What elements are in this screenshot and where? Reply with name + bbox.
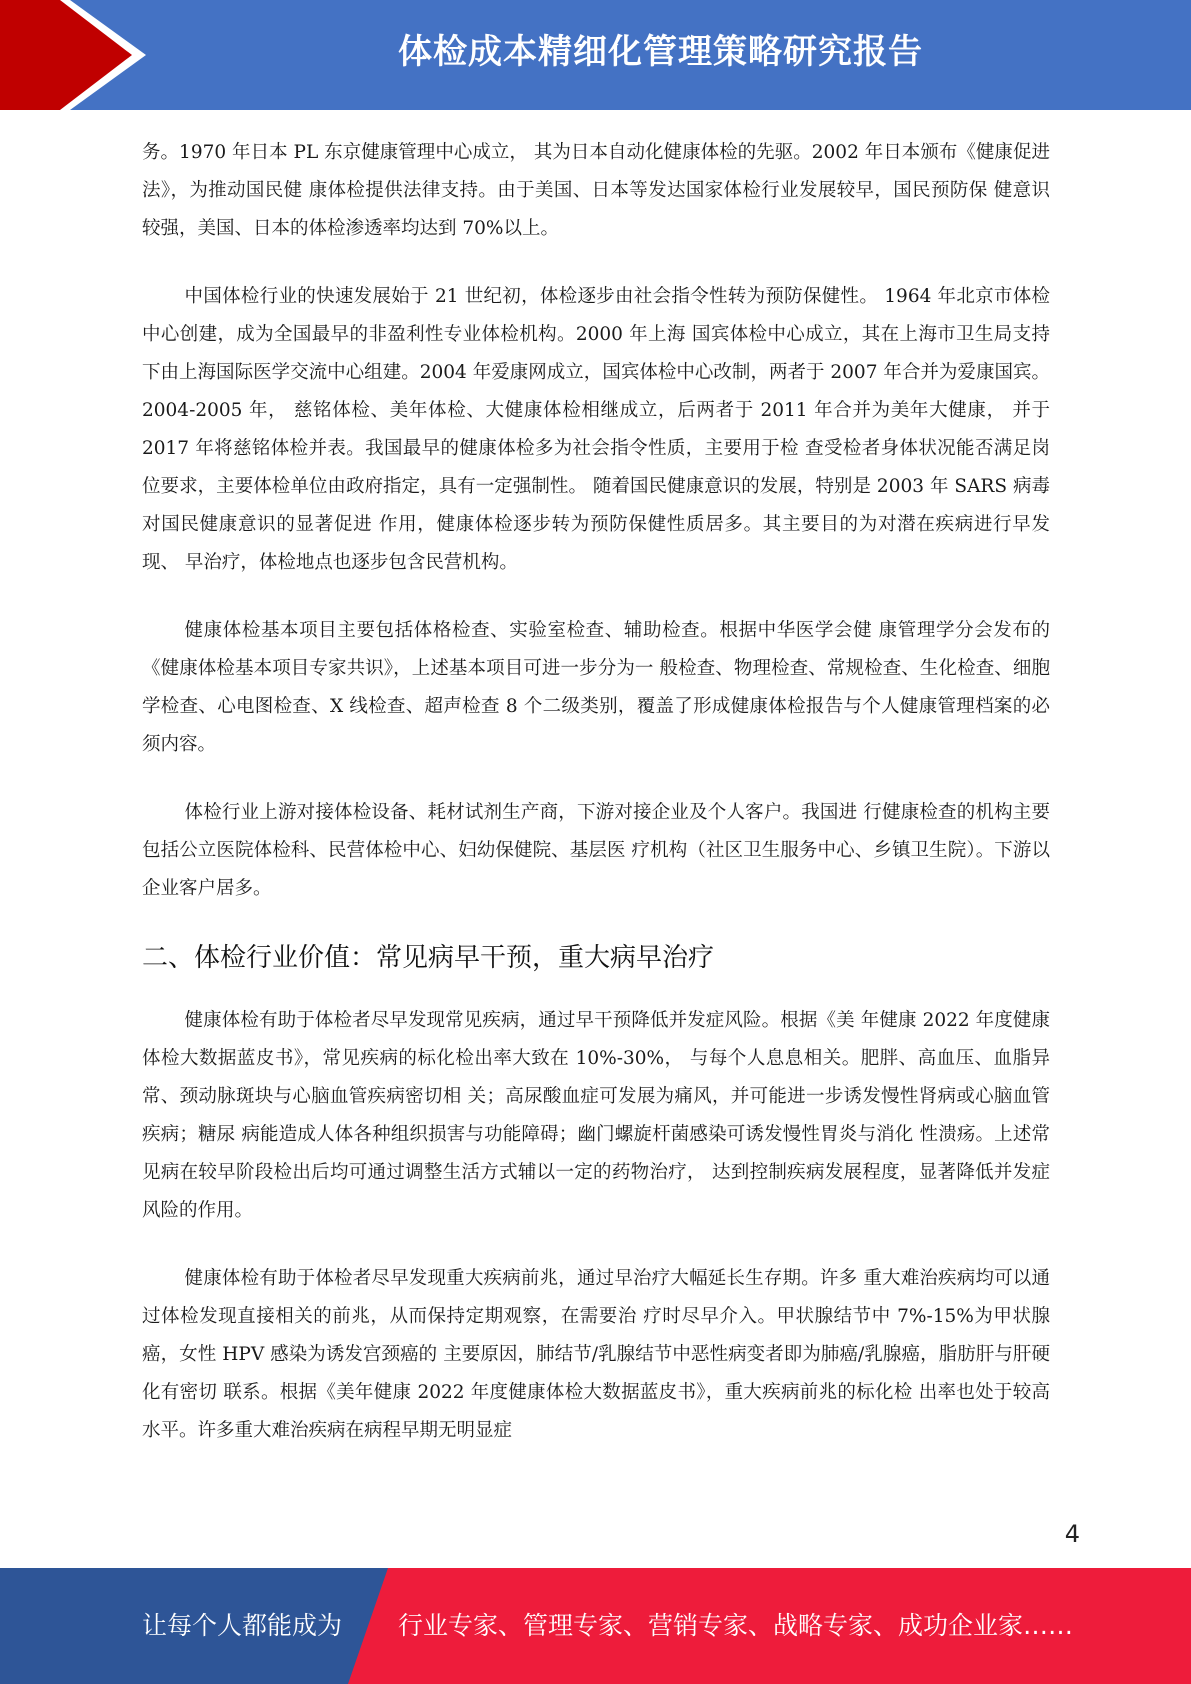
page-footer bbox=[0, 1568, 1191, 1684]
document-body bbox=[142, 134, 1050, 1480]
paragraph-common-disease: 健康体检有助于体检者尽早发现常见疾病，通过早干预降低并发症风险。根据《美 年健康 2022 年度健康体检大数据蓝皮书》，常见疾病的标化检出率大致在 10%-30%， 与每个人息息相关。肥胖、高血压、血脂异常、颈动脉斑块与心脑血管疾病密切相 关；高尿酸血症可发展为痛风，并可能进一步诱发慢性肾病或心脑血管疾病；糖尿 病能造成人体各种组织损害与功能障碍；幽门螺旋杆菌感染可诱发慢性胃炎与消化 性溃疡。上述常见病在较早阶段检出后均可通过调整生活方式辅以一定的药物治疗， 达到控制疾病发展程度，显著降低并发症风险的作用。 bbox=[142, 1010, 1050, 1221]
paragraph-major-disease: 健康体检有助于体检者尽早发现重大疾病前兆，通过早治疗大幅延长生存期。许多 重大难治疾病均可以通过体检发现直接相关的前兆，从而保持定期观察，在需要治 疗时尽早介入。甲状腺结节中 7%-15%为甲状腺癌，女性 HPV 感染为诱发宫颈癌的 主要原因，肺结节/乳腺结节中恶性病变者即为肺癌/乳腺癌，脂肪肝与肝硬化有密切 联系。根据《美年健康 2022 年度健康体检大数据蓝皮书》，重大疾病前兆的标化检 出率也处于较高水平。许多重大难治疾病在病程早期无明显症 bbox=[142, 1268, 1050, 1441]
footer-slogan-right: 行业专家、管理专家、营销专家、战略专家、成功企业家…… bbox=[398, 1611, 1074, 1640]
section-heading: 二、体检行业价值：常见病早干预，重大病早治疗 bbox=[142, 943, 715, 973]
footer-slogan-left: 让每个人都能成为 bbox=[142, 1611, 343, 1640]
page-number: 4 bbox=[1064, 1520, 1080, 1548]
paragraph-basic-items: 健康体检基本项目主要包括体格检查、实验室检查、辅助检查。根据中华医学会健 康管理学分会发布的《健康体检基本项目专家共识》，上述基本项目可进一步分为一 般检查、物理检查、常规检查、生化检查、细胞学检查、心电图检查、X 线检查、超声检查 8 个二级类别，覆盖了形成健康体检报告与个人健康管理档案的必须内容。 bbox=[142, 620, 1050, 755]
page-title: 体检成本精细化管理策略研究报告 bbox=[398, 32, 923, 72]
header-chevron-decoration bbox=[0, 0, 150, 110]
paragraph-intro-continuation: 务。1970 年日本 PL 东京健康管理中心成立， 其为日本自动化健康体检的先驱。2002 年日本颁布《健康促进法》，为推动国民健 康体检提供法律支持。由于美国、日本等发达国家体检行业发展较早，国民预防保 健意识较强，美国、日本的体检渗透率均达到 70%以上。 bbox=[142, 142, 1050, 239]
paragraph-china-history: 中国体检行业的快速发展始于 21 世纪初，体检逐步由社会指令性转为预防保健性。 1964 年北京市体检中心创建，成为全国最早的非盈利性专业体检机构。2000 年上海 国宾体检中心成立，其在上海市卫生局支持下由上海国际医学交流中心组建。2004 年爱康网成立，国宾体检中心改制，两者于 2007 年合并为爱康国宾。2004-2005 年， 慈铭体检、美年体检、大健康体检相继成立，后两者于 2011 年合并为美年大健康， 并于 2017 年将慈铭体检并表。我国最早的健康体检多为社会指令性质，主要用于检 查受检者身体状况能否满足岗位要求，主要体检单位由政府指定，具有一定强制性。 随着国民健康意识的发展，特别是 2003 年 SARS 病毒对国民健康意识的显著促进 作用，健康体检逐步转为预防保健性质居多。其主要目的为对潜在疾病进行早发现、 早治疗，体检地点也逐步包含民营机构。 bbox=[142, 286, 1050, 573]
paragraph-industry-chain: 体检行业上游对接体检设备、耗材试剂生产商，下游对接企业及个人客户。我国进 行健康检查的机构主要包括公立医院体检科、民营体检中心、妇幼保健院、基层医 疗机构（社区卫生服务中心、乡镇卫生院）。下游以企业客户居多。 bbox=[142, 802, 1050, 899]
page-header bbox=[0, 0, 1191, 110]
